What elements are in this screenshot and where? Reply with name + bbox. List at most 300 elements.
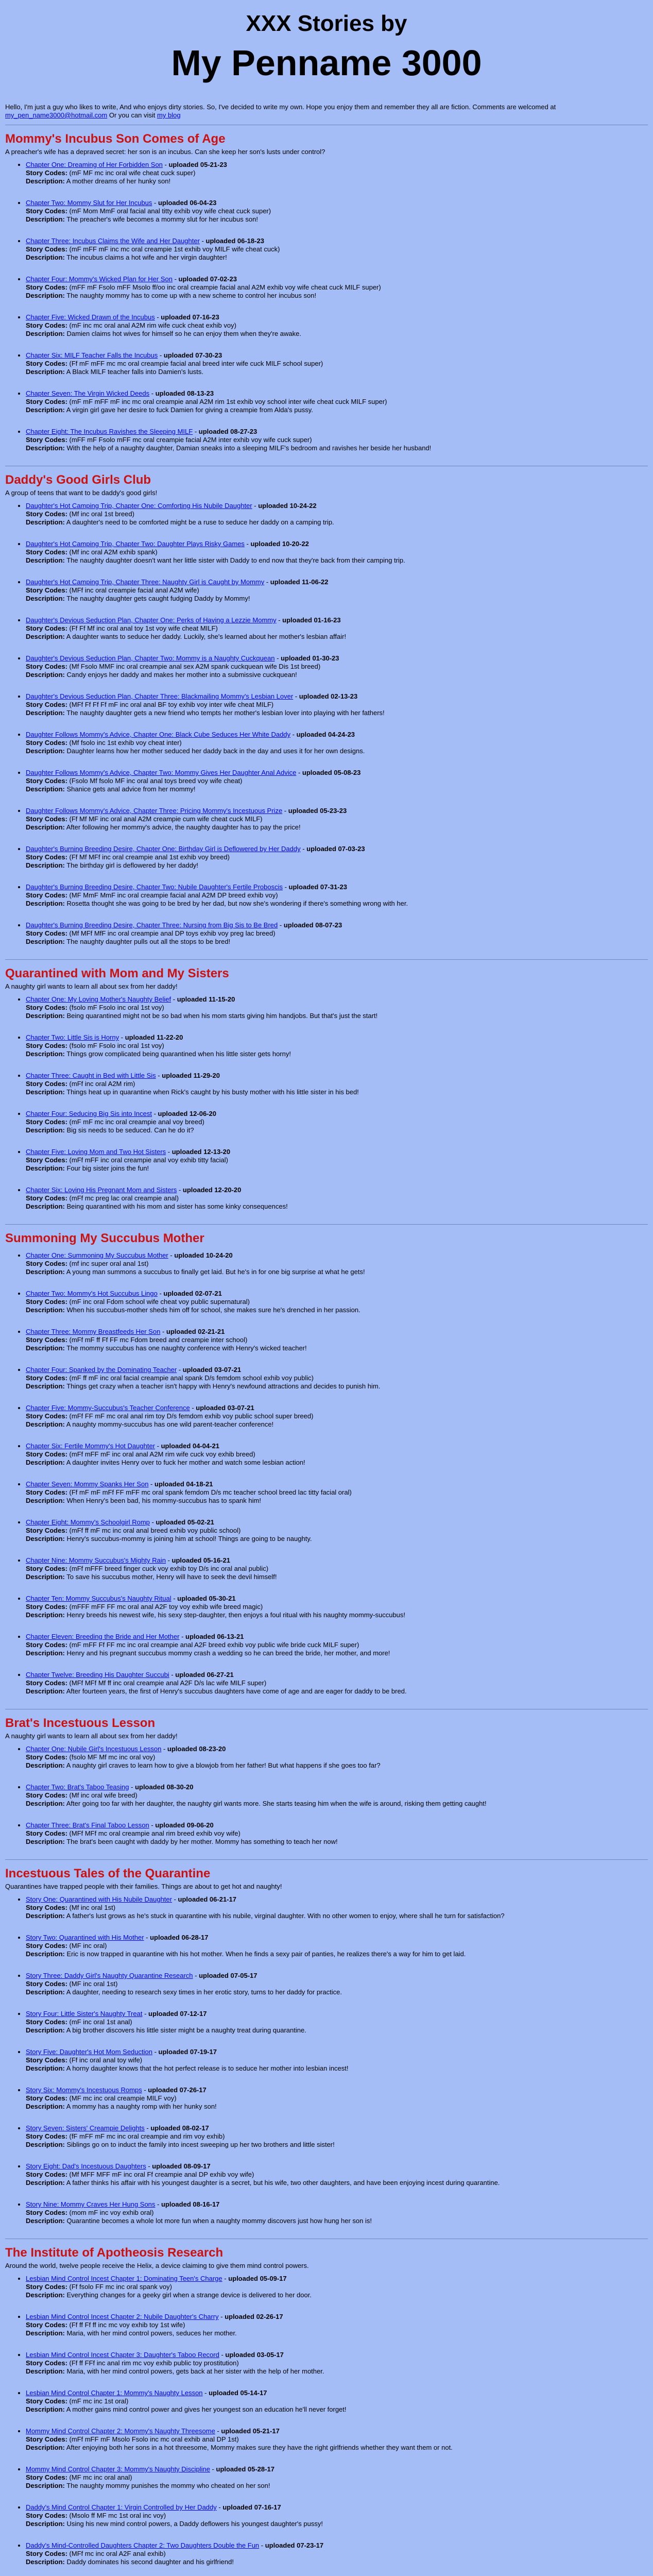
story-link[interactable]: Chapter Eight: Mommy's Schoolgirl Romp: [26, 1518, 150, 1526]
story-link[interactable]: Daughter Follows Mommy's Advice, Chapter One: Black Cube Seduces Her White Daddy: [26, 731, 291, 738]
story-link[interactable]: Story Six: Mommy's Incestuous Romps: [26, 2086, 142, 2094]
upload-date: uploaded 07-30-23: [163, 351, 222, 359]
story-item: • Chapter Four: Seducing Big Sis into Incest - uploaded 12-06-20 Story Codes: (mF mF mc inc oral creampie anal voy breed) Description: Big sis needs to be seduced. Can he do it?: [26, 1110, 648, 1134]
description-label: Description:: [26, 2367, 65, 2375]
story-item: • Chapter Two: Little Sis is Horny - uploaded 11-22-20 Story Codes: (fsolo mF Fsolo inc oral 1st voy) Description: Things grow complicated being quarantined when his little sister gets horny!: [26, 1033, 648, 1058]
story-link[interactable]: Chapter Eleven: Breeding the Bride and Her Mother: [26, 1633, 180, 1640]
story-item: • Lesbian Mind Control Incest Chapter 2: Nubile Daughter's Charry - uploaded 02-26-17 Story Codes: (Ff ff Ff ff inc mc voy exhib toy 1st wife) Description: Maria, with her mind control powers, seduces her mother.: [26, 2313, 648, 2337]
story-link[interactable]: Daughter's Burning Breeding Desire, Chapter Three: Nursing from Big Sis to Be Bred: [26, 921, 278, 929]
story-item: • Daughter's Devious Seduction Plan, Chapter One: Perks of Having a Lezzie Mommy - uploaded 01-16-23 Story Codes: (Ff Ff Mf inc oral anal toy 1st voy wife cheat MILF) Description: A daughter wants to seduce her daddy. Luckily, she's learned about her mother's lesbian affair!: [26, 616, 648, 641]
story-description: The incubus claims a hot wife and her virgin daughter!: [66, 253, 227, 261]
story-codes: (fsolo MF Mf mc inc oral voy): [69, 1753, 156, 1761]
description-label: Description:: [26, 2217, 65, 2225]
story-description: The naughty mommy punishes the mommy who cheated on her son!: [66, 2482, 270, 2489]
story-codes: (Msolo ff MF mc 1st oral inc voy): [69, 2512, 166, 2519]
story-link[interactable]: Chapter Three: Incubus Claims the Wife and Her Daughter: [26, 237, 200, 245]
description-label: Description:: [26, 1838, 65, 1845]
story-codes: (Ff Mf MFf inc oral creampie anal 1st exhib voy breed): [69, 853, 230, 861]
story-link[interactable]: Mommy Mind Control Chapter 2: Mommy's Naughty Threesome: [26, 2427, 215, 2435]
description-label: Description:: [26, 1497, 65, 1504]
story-link[interactable]: Chapter One: Nubile Girl's Incestuous Lesson: [26, 1745, 162, 1753]
story-codes: (MFf inc oral creampie facial anal A2M wife): [69, 586, 199, 594]
codes-label: Story Codes:: [26, 2094, 67, 2102]
story-link[interactable]: Chapter Seven: Mommy Spanks Her Son: [26, 1480, 149, 1488]
story-link[interactable]: Mommy Mind Control Chapter 3: Mommy's Naughty Discipline: [26, 2465, 210, 2473]
upload-date: uploaded 11-29-20: [162, 1072, 220, 1079]
codes-label: Story Codes:: [26, 1336, 67, 1344]
series-title: The Institute of Apotheosis Research: [5, 2246, 224, 2260]
upload-date: uploaded 12-20-20: [182, 1186, 242, 1194]
story-description: A virgin girl gave her desire to fuck Damien for giving a creampie from Alda's pussy.: [66, 406, 313, 414]
upload-date: uploaded 11-22-20: [125, 1033, 183, 1041]
description-label: Description:: [26, 215, 65, 223]
story-description: After enjoying both her sons in a hot threesome, Mommy makes sure they have the right girlfriends whether they want them or not.: [66, 2444, 453, 2451]
story-codes: (mFf mFFF breed finger cuck voy exhib toy D/s inc oral anal public): [69, 1565, 269, 1572]
story-codes: (mF mFF mF inc mc oral creampie 1st exhib voy MILF wife cheat cuck): [69, 245, 280, 253]
upload-date: uploaded 03-07-21: [182, 1366, 242, 1374]
codes-label: Story Codes:: [26, 2550, 67, 2557]
codes-label: Story Codes:: [26, 1118, 67, 1126]
story-item: • Chapter Five: Loving Mom and Two Hot Sisters - uploaded 12-13-20 Story Codes: (mFf mFF inc oral creampie anal voy exhib titty facial) Description: Four big sister joins the fun!: [26, 1148, 648, 1173]
story-codes: (mF inc oral Fdom school wife cheat voy public supernatural): [69, 1298, 250, 1306]
upload-date: uploaded 11-15-20: [177, 995, 235, 1003]
upload-date: uploaded 05-23-23: [288, 807, 347, 815]
upload-date: uploaded 08-13-23: [155, 389, 214, 397]
story-codes: (mFf ff mF mc inc oral anal breed exhib voy public school): [69, 1527, 241, 1534]
story-codes: (mF mF mc inc oral creampie anal voy breed): [69, 1118, 204, 1126]
story-item: • Story Eight: Dad's Incestuous Daughters - uploaded 08-09-17 Story Codes: (Mf MFF MFF mF inc oral Ff creampie anal DP exhib voy wife) Description: A father thinks his affair with his youngest daughter is a secret, but his wife, two other daughters, and have been enjoying incest during quarantine.: [26, 2162, 648, 2187]
description-label: Description:: [26, 556, 65, 564]
story-item: • Chapter Six: Loving His Pregnant Mom and Sisters - uploaded 12-20-20 Story Codes: (mFf mc preg lac oral creampie anal) Description: Being quarantined with his mom and sister has some kinky consequences!: [26, 1186, 648, 1211]
codes-label: Story Codes:: [26, 1641, 67, 1649]
series-title: Mommy's Incubus Son Comes of Age: [5, 132, 226, 146]
story-codes: (mFf inc oral A2M rim): [69, 1080, 135, 1088]
codes-label: Story Codes:: [26, 2512, 67, 2519]
story-link[interactable]: Daughter's Hot Camping Trip, Chapter Three: Naughty Girl is Caught by Mommy: [26, 578, 265, 586]
upload-date: uploaded 07-23-17: [265, 2541, 324, 2549]
story-link[interactable]: Lesbian Mind Control Incest Chapter 3: Daughter's Taboo Record: [26, 2351, 219, 2359]
description-label: Description:: [26, 1611, 65, 1619]
story-description: Quarantine becomes a whole lot more fun when a naughty mommy discovers just how hung her son is!: [66, 2217, 372, 2225]
codes-label: Story Codes:: [26, 1527, 67, 1534]
description-label: Description:: [26, 1800, 65, 1807]
blog-link[interactable]: my blog: [157, 111, 181, 119]
story-link[interactable]: Chapter Six: MILF Teacher Falls the Incubus: [26, 351, 158, 359]
story-description: The naughty daughter gets caught fudging Daddy by Mommy!: [66, 595, 250, 602]
upload-date: uploaded 08-27-23: [198, 428, 257, 435]
upload-date: uploaded 04-18-21: [154, 1480, 213, 1488]
story-link[interactable]: Chapter Ten: Mommy Succubus's Naughty Ritual: [26, 1595, 171, 1602]
codes-label: Story Codes:: [26, 1565, 67, 1572]
upload-date: uploaded 06-28-17: [150, 1934, 209, 1941]
description-label: Description:: [26, 2179, 65, 2187]
description-label: Description:: [26, 1050, 65, 1058]
codes-label: Story Codes:: [26, 436, 67, 444]
story-link[interactable]: Chapter Two: Little Sis is Horny: [26, 1033, 119, 1041]
codes-label: Story Codes:: [26, 815, 67, 823]
story-description: Using his new mind control powers, a Daddy deflowers his youngest daughter's pussy!: [66, 2520, 323, 2528]
story-item: • Daughter's Hot Camping Trip, Chapter Three: Naughty Girl is Caught by Mommy - uploaded 11-06-22 Story Codes: (MFf inc oral creampie facial anal A2M wife) Description: The naughty daughter gets caught fudging Daddy by Mommy!: [26, 578, 648, 603]
codes-label: Story Codes:: [26, 663, 67, 670]
story-link[interactable]: Chapter Two: Brat's Taboo Teasing: [26, 1783, 129, 1791]
description-label: Description:: [26, 253, 65, 261]
story-item: • Chapter One: My Loving Mother's Naughty Belief - uploaded 11-15-20 Story Codes: (fsolo mF Fsolo inc oral 1st voy) Description: Being quarantined might not be so bad when his mom starts giving him handjobs. But that's just the start!: [26, 995, 648, 1020]
codes-label: Story Codes:: [26, 207, 67, 215]
codes-label: Story Codes:: [26, 1980, 67, 1988]
intro-paragraph: [5, 103, 648, 120]
story-link[interactable]: Chapter Nine: Mommy Succubus's Mighty Rain: [26, 1556, 166, 1564]
story-description: A big brother discovers his little sister might be a naughty treat during quarantine.: [66, 2026, 306, 2034]
description-label: Description:: [26, 595, 65, 602]
upload-date: uploaded 03-07-21: [196, 1404, 254, 1412]
story-codes: (mFf mFF mF Msolo Fsolo inc mc oral exhib anal DP 1st): [69, 2435, 239, 2443]
story-codes: (mF inc oral 1st anal): [69, 2018, 132, 2026]
story-link[interactable]: Chapter Three: Caught in Bed with Little Sis: [26, 1072, 156, 1079]
upload-date: uploaded 07-05-17: [199, 1972, 257, 1979]
story-link[interactable]: Story Nine: Mommy Craves Her Hung Sons: [26, 2200, 156, 2208]
codes-label: Story Codes:: [26, 2171, 67, 2178]
story-codes: (Ff Ff Mf inc oral anal toy 1st voy wife cheat MILF): [69, 624, 218, 632]
story-description: Being quarantined with his mom and sister has some kinky consequences!: [66, 1202, 288, 1210]
story-description: A mother dreams of her hunky son!: [66, 177, 171, 185]
story-item: • Chapter Eight: Mommy's Schoolgirl Romp - uploaded 05-02-21 Story Codes: (mFf ff mF mc inc oral anal breed exhib voy public school) Description: Henry's succubus-mommy is joining him at school! Things are going to be naughty.: [26, 1518, 648, 1543]
upload-date: uploaded 08-16-17: [161, 2200, 220, 2208]
story-link[interactable]: Chapter Six: Loving His Pregnant Mom and Sisters: [26, 1186, 177, 1194]
story-item: • Story One: Quarantined with His Nubile Daughter - uploaded 06-21-17 Story Codes: (Mf inc oral 1st) Description: A father's lust grows as he's stuck in quarantine with his nubile, virginal daughter. With no other women to enjoy, where shall he turn for satisfaction?: [26, 1895, 648, 1920]
story-codes: (mFf mFF mF inc oral anal A2M rim wife cuck voy exhib breed): [69, 1450, 255, 1458]
story-description: A father's lust grows as he's stuck in quarantine with his nubile, virginal daughter. With no other women to enjoy, where shall he turn for satisfaction?: [66, 1912, 505, 1920]
story-codes: (fsolo mF Fsolo inc oral 1st voy): [69, 1004, 164, 1011]
story-description: Things grow complicated being quarantined when his little sister gets horny!: [66, 1050, 291, 1058]
story-item: • Chapter Ten: Mommy Succubus's Naughty Ritual - uploaded 05-30-21 Story Codes: (mFFF mFF FF mc oral anal A2F toy voy exhib wife breed magic) Description: Henry breeds his newest wife, his sexy step-daughter, then enjoys a foul ritual with his naughty mommy-succubus!: [26, 1595, 648, 1619]
story-link[interactable]: Chapter Seven: The Virgin Wicked Deeds: [26, 389, 150, 397]
description-label: Description:: [26, 938, 65, 945]
story-codes: (Ff mF mFF mc mc oral creampie facial anal breed inter wife cuck MILF school super): [69, 360, 323, 367]
story-item: • Mommy Mind Control Chapter 3: Mommy's Naughty Discipline - uploaded 05-28-17 Story Codes: (MF mc inc oral anal) Description: The naughty mommy punishes the mommy who cheated on her son!: [26, 2465, 648, 2490]
upload-date: uploaded 06-04-23: [158, 199, 217, 207]
story-link[interactable]: Chapter Four: Spanked by the Dominating Teacher: [26, 1366, 177, 1374]
upload-date: uploaded 02-13-23: [299, 692, 358, 700]
story-item: • Chapter Three: Brat's Final Taboo Lesson - uploaded 09-06-20 Story Codes: (MFf MFf mc oral creampie anal rim breed exhib voy wife) Description: The brat's been caught with daddy by her mother. Mommy has something to teach her now!: [26, 1821, 648, 1846]
description-label: Description:: [26, 900, 65, 907]
story-description: Candy enjoys her daddy and makes her mother into a submissive cuckquean!: [66, 671, 297, 679]
story-item: • Chapter Three: Caught in Bed with Little Sis - uploaded 11-29-20 Story Codes: (mFf inc oral A2M rim) Description: Things heat up in quarantine when Rick's caught by his busty mother with his little sister in his bed!: [26, 1072, 648, 1096]
codes-label: Story Codes:: [26, 2321, 67, 2329]
story-codes: (mf inc super oral anal 1st): [69, 1260, 149, 1267]
story-item: • Chapter One: Nubile Girl's Incestuous Lesson - uploaded 08-23-20 Story Codes: (fsolo MF Mf mc inc oral voy) Description: A naughty girl craves to learn how to give a blowjob from her father! But what happens if she goes too far?: [26, 1745, 648, 1770]
story-description: The preacher's wife becomes a mommy slut for her incubus son!: [66, 215, 258, 223]
story-description: A naughty girl craves to learn how to give a blowjob from her father! But what happens if she goes too far?: [66, 1761, 381, 1769]
story-item: • Chapter Six: MILF Teacher Falls the Incubus - uploaded 07-30-23 Story Codes: (Ff mF mFF mc mc oral creampie facial anal breed inter wife cuck MILF school super) Description: A Black MILF teacher falls into Damien's lusts.: [26, 351, 648, 376]
codes-label: Story Codes:: [26, 1942, 67, 1950]
story-description: When his succubus-mother sheds him off for school, she makes sure he's drenched in her passion.: [66, 1306, 360, 1314]
story-codes: (mom mF inc voy exhib oral): [69, 2209, 154, 2216]
story-link[interactable]: Daddy's Mind Control Chapter 1: Virgin Controlled by Her Daddy: [26, 2503, 217, 2511]
story-item: • Chapter Five: Wicked Drawn of the Incubus - uploaded 07-16-23 Story Codes: (mF inc mc oral anal A2M rim wife cuck cheat exhib voy) Description: Damien claims hot wives for himself so he can enjoy them when they're awake.: [26, 313, 648, 338]
story-description: The birthday girl is deflowered by her daddy!: [66, 861, 199, 869]
upload-date: uploaded 08-02-17: [150, 2124, 209, 2132]
story-link[interactable]: Story Three: Daddy Girl's Naughty Quarantine Research: [26, 1972, 193, 1979]
story-link[interactable]: Chapter Four: Mommy's Wicked Plan for Her Son: [26, 275, 173, 283]
story-link[interactable]: Chapter Five: Wicked Drawn of the Incubus: [26, 313, 155, 321]
description-label: Description:: [26, 1573, 65, 1581]
series-title: Daddy's Good Girls Club: [5, 473, 151, 487]
upload-date: uploaded 01-30-23: [281, 654, 339, 662]
story-link[interactable]: Daughter's Burning Breeding Desire, Chapter One: Birthday Girl is Deflowered by Her Daddy: [26, 845, 301, 853]
story-link[interactable]: Chapter Two: Mommy's Hot Succubus Lingo: [26, 1290, 158, 1297]
upload-date: uploaded 10-24-22: [258, 502, 317, 510]
codes-label: Story Codes:: [26, 701, 67, 708]
story-link[interactable]: Daughter's Burning Breeding Desire, Chapter Two: Nubile Daughter's Fertile Proboscis: [26, 883, 283, 891]
story-item: • Daughter Follows Mommy's Advice, Chapter Two: Mommy Gives Her Daughter Anal Advice - uploaded 05-08-23 Story Codes: (Fsolo Mf fsolo MF inc oral anal toys breed voy wife cheat) Description: Shanice gets anal advice from her mommy!: [26, 769, 648, 793]
series-description: A naughty girl wants to learn all about sex from her daddy!: [5, 1732, 178, 1740]
story-item: • Daughter's Burning Breeding Desire, Chapter One: Birthday Girl is Deflowered by Her Daddy - uploaded 07-03-23 Story Codes: (Ff Mf MFf inc oral creampie anal 1st exhib voy breed) Description: The birthday girl is deflowered by her daddy!: [26, 845, 648, 870]
upload-date: uploaded 05-02-21: [156, 1518, 214, 1526]
story-link[interactable]: Story Five: Daughter's Hot Mom Seduction: [26, 2048, 152, 2056]
story-item: • Chapter Four: Spanked by the Dominating Teacher - uploaded 03-07-21 Story Codes: (mF ff mF inc oral facial creampie anal spank D/s femdom school exhib voy public) Description: Things get crazy when a teacher isn't happy with Henry's newfound attractions and decides to punish him.: [26, 1366, 648, 1391]
story-description: The naughty daughter gets a new friend who tempts her mother's lesbian lover into playing with her fathers!: [66, 709, 385, 717]
story-item: • Lesbian Mind Control Chapter 1: Mommy's Naughty Lesson - uploaded 05-14-17 Story Codes: (mF mc inc 1st oral) Description: A mother gains mind control power and gives her youngest son an education he'll never forget!: [26, 2389, 648, 2414]
story-description: After fourteen years, the first of Henry's succubus daughters have come of age and are eager for daddy to be bred.: [66, 1687, 407, 1695]
story-item: • Daddy's Mind Control Chapter 1: Virgin Controlled by Her Daddy - uploaded 07-16-17 Story Codes: (Msolo ff MF mc 1st oral inc voy) Description: Using his new mind control powers, a Daddy deflowers his youngest daughter's pussy!: [26, 2503, 648, 2528]
upload-date: uploaded 05-14-17: [209, 2389, 267, 2397]
story-description: A young man summons a succubus to finally get laid. But he's in for one big surprise at what he gets!: [66, 1268, 365, 1276]
description-label: Description:: [26, 1164, 65, 1172]
upload-date: uploaded 09-06-20: [155, 1821, 214, 1829]
story-item: • Chapter Four: Mommy's Wicked Plan for Her Son - uploaded 07-02-23 Story Codes: (mFF mF Fsolo mFF Msolo ff/oo inc oral creampie facial anal A2M exhib voy wife cheat cuck MILF super) Description: The naughty mommy has to come up with a new scheme to control her incubus son!: [26, 275, 648, 300]
description-label: Description:: [26, 2444, 65, 2451]
story-item: • Chapter Two: Mommy Slut for Her Incubus - uploaded 06-04-23 Story Codes: (mF Mom MmF oral facial anal titty exhib voy wife cheat cuck super) Description: The preacher's wife becomes a mommy slut for her incubus son!: [26, 199, 648, 224]
story-link[interactable]: Lesbian Mind Control Chapter 1: Mommy's Naughty Lesson: [26, 2389, 203, 2397]
story-codes: (MF inc oral): [69, 1942, 107, 1950]
story-description: The mommy succubus has one naughty conference with Henry's wicked teacher!: [66, 1344, 307, 1352]
series-list: [5, 125, 648, 2576]
story-codes: (Ff fsolo FF mc inc oral spank voy): [69, 2283, 172, 2291]
story-description: Maria, with her mind control powers, seduces her mother.: [66, 2329, 237, 2337]
description-label: Description:: [26, 1649, 65, 1657]
codes-label: Story Codes:: [26, 1004, 67, 1011]
story-item: • Daughter's Devious Seduction Plan, Chapter Two: Mommy is a Naughty Cuckquean - uploaded 01-30-23 Story Codes: (Mf Fsolo MMF inc oral creampie anal sex A2M spank cuckquean wife Dis 1st breed) Description: Candy enjoys her daddy and makes her mother into a submissive cuckquean!: [26, 654, 648, 679]
story-codes: (mFf mc preg lac oral creampie anal): [69, 1194, 179, 1202]
codes-label: Story Codes:: [26, 777, 67, 785]
description-label: Description:: [26, 2103, 65, 2110]
story-codes: (MFf MFf Mf ff inc oral creampie anal A2F D/s lac wife MILF super): [69, 1679, 267, 1687]
story-description: The naughty daughter pulls out all the stops to be bred!: [66, 938, 231, 945]
story-list: [5, 161, 648, 452]
upload-date: uploaded 08-30-20: [135, 1783, 194, 1791]
upload-date: uploaded 08-07-23: [283, 921, 342, 929]
story-link[interactable]: Story Seven: Sisters' Creampie Delights: [26, 2124, 145, 2132]
codes-label: Story Codes:: [26, 1791, 67, 1799]
series-title: Brat's Incestuous Lesson: [5, 1716, 156, 1730]
story-codes: (Mf inc oral A2M exhib spank): [69, 548, 158, 556]
codes-label: Story Codes:: [26, 245, 67, 253]
story-item: • Daughter's Burning Breeding Desire, Chapter Two: Nubile Daughter's Fertile Proboscis - uploaded 07-31-23 Story Codes: (MF MmF MmF inc oral creampie facial anal A2M DP breed exhib voy) Description: Rosetta thought she was going to be bred by her dad, but now she's wondering if there's something wrong with her.: [26, 883, 648, 908]
story-link[interactable]: Daughter's Devious Seduction Plan, Chapter Two: Mommy is a Naughty Cuckquean: [26, 654, 275, 662]
story-description: Rosetta thought she was going to be bred by her dad, but now she's wondering if there's something wrong with her.: [66, 900, 408, 907]
codes-label: Story Codes:: [26, 548, 67, 556]
story-description: The naughty mommy has to come up with a new scheme to control her incubus son!: [66, 292, 317, 299]
story-link[interactable]: Daughter's Hot Camping Trip, Chapter Two: Daughter Plays Risky Games: [26, 540, 245, 548]
story-link[interactable]: Chapter Four: Seducing Big Sis into Incest: [26, 1110, 152, 1117]
description-label: Description:: [26, 444, 65, 452]
description-label: Description:: [26, 1459, 65, 1466]
story-item: • Chapter Three: Incubus Claims the Wife and Her Daughter - uploaded 06-18-23 Story Codes: (mF mFF mF inc mc oral creampie 1st exhib voy MILF wife cheat cuck) Description: The incubus claims a hot wife and her virgin daughter!: [26, 237, 648, 262]
upload-date: uploaded 12-13-20: [171, 1148, 231, 1156]
email-link[interactable]: my_pen_name3000@hotmail.com: [5, 111, 108, 119]
story-codes: (Ff Mf MF inc oral anal A2M creampie cum wife cheat cuck MILF): [69, 815, 263, 823]
story-link[interactable]: Chapter Eight: The Incubus Ravishes the Sleeping MILF: [26, 428, 193, 435]
description-label: Description:: [26, 1268, 65, 1276]
codes-label: Story Codes:: [26, 586, 67, 594]
upload-date: uploaded 07-19-17: [158, 2048, 217, 2056]
story-item: • Chapter Two: Mommy's Hot Succubus Lingo - uploaded 02-07-21 Story Codes: (mF inc oral Fdom school wife cheat voy public supernatural) Description: When his succubus-mother sheds him off for school, she makes sure he's drenched in her passion.: [26, 1290, 648, 1314]
story-link[interactable]: Lesbian Mind Control Incest Chapter 1: Dominating Teen's Charge: [26, 2275, 222, 2282]
story-codes: (mFf FF mF mc oral anal rim toy D/s femdom exhib voy public school super breed): [69, 1412, 314, 1420]
upload-date: uploaded 05-08-23: [302, 769, 361, 776]
codes-label: Story Codes:: [26, 1679, 67, 1687]
story-description: Daddy dominates his second daughter and his girlfriend!: [66, 2558, 234, 2566]
story-link[interactable]: Story Two: Quarantined with His Mother: [26, 1934, 144, 1941]
description-label: Description:: [26, 709, 65, 717]
codes-label: Story Codes:: [26, 2359, 67, 2367]
story-item: • Chapter Two: Brat's Taboo Teasing - uploaded 08-30-20 Story Codes: (Mf inc oral wife breed) Description: After going too far with her daughter, the naughty girl wants more. She starts teasing him when the wife is around, risking them getting caught!: [26, 1783, 648, 1808]
upload-date: uploaded 05-28-17: [216, 2465, 274, 2473]
story-link[interactable]: Daddy's Mind-Controlled Daughters Chapter 2: Two Daughters Double the Fun: [26, 2541, 260, 2549]
story-codes: (mFf mFF inc oral creampie anal voy exhib titty facial): [69, 1156, 229, 1164]
description-label: Description:: [26, 406, 65, 414]
description-label: Description:: [26, 747, 65, 755]
description-label: Description:: [26, 2558, 65, 2566]
story-list: [5, 2275, 648, 2576]
codes-label: Story Codes:: [26, 2132, 67, 2140]
story-codes: (mF mc inc 1st oral): [69, 2397, 129, 2405]
upload-date: uploaded 08-09-17: [152, 2162, 211, 2170]
description-label: Description:: [26, 292, 65, 299]
story-item: • Mommy Mind Control Chapter 2: Mommy's Naughty Threesome - uploaded 05-21-17 Story Codes: (mFf mFF mF Msolo Fsolo inc mc oral exhib anal DP 1st) Description: After enjoying both her sons in a hot threesome, Mommy makes sure they have the right girlfriends whether they want them or not.: [26, 2427, 648, 2452]
page-title: XXX Stories by: [246, 11, 407, 36]
codes-label: Story Codes:: [26, 1194, 67, 1202]
story-link[interactable]: Chapter Three: Brat's Final Taboo Lesson: [26, 1821, 149, 1829]
story-item: • Lesbian Mind Control Incest Chapter 3: Daughter's Taboo Record - uploaded 03-05-17 Story Codes: (Ff ff FFf inc anal rim mc voy exhib public toy prostitution) Description: Maria, with her mind control powers, gets back at her sister with the help of her mother.: [26, 2351, 648, 2376]
story-item: • Chapter Twelve: Breeding His Daughter Succubi - uploaded 06-27-21 Story Codes: (MFf MFf Mf ff inc oral creampie anal A2F D/s lac wife MILF super) Description: After fourteen years, the first of Henry's succubus daughters have come of age and are eager for daddy to be bred.: [26, 1671, 648, 1696]
series-description: A group of teens that want to be daddy's good girls!: [5, 489, 158, 497]
upload-date: uploaded 03-05-17: [225, 2351, 284, 2359]
story-description: Maria, with her mind control powers, gets back at her sister with the help of her mother.: [66, 2367, 324, 2375]
upload-date: uploaded 07-16-23: [161, 313, 219, 321]
story-codes: (MFf mc inc oral A2F anal exhib): [69, 2550, 166, 2557]
upload-date: uploaded 07-31-23: [288, 883, 347, 891]
codes-label: Story Codes:: [26, 1450, 67, 1458]
story-codes: (mFf mF ff Ff FF mc Fdom breed and creampie inter school): [69, 1336, 248, 1344]
description-label: Description:: [26, 1687, 65, 1695]
story-link[interactable]: Chapter Five: Loving Mom and Two Hot Sisters: [26, 1148, 166, 1156]
codes-label: Story Codes:: [26, 283, 67, 291]
story-link[interactable]: Daughter Follows Mommy's Advice, Chapter Two: Mommy Gives Her Daughter Anal Advice: [26, 769, 297, 776]
story-item: • Daughter Follows Mommy's Advice, Chapter Three: Pricing Mommy's Incestuous Prize - uploaded 05-23-23 Story Codes: (Ff Mf MF inc oral anal A2M creampie cum wife cheat cuck MILF) Description: After following her mommy's advice, the naughty daughter has to pay the price!: [26, 807, 648, 832]
story-link[interactable]: Daughter's Hot Camping Trip, Chapter One: Comforting His Nubile Daughter: [26, 502, 252, 510]
story-codes: (Fsolo Mf fsolo MF inc oral anal toys breed voy wife cheat): [69, 777, 243, 785]
story-item: • Daughter's Burning Breeding Desire, Chapter Three: Nursing from Big Sis to Be Bred - uploaded 08-07-23 Story Codes: (Mf MFf MfF inc oral creampie anal DP toys exhib voy preg lac breed) Description: The naughty daughter pulls out all the stops to be bred!: [26, 921, 648, 946]
story-item: • Chapter Eight: The Incubus Ravishes the Sleeping MILF - uploaded 08-27-23 Story Codes: (mFF mF Fsolo mFF mc oral creampie facial A2M inter exhib voy wife cuck super) Description: With the help of a naughty daughter, Damian sneaks into a sleeping MILF's bedroom and ravishes her beside her husband!: [26, 428, 648, 452]
story-item: • Daughter's Hot Camping Trip, Chapter One: Comforting His Nubile Daughter - uploaded 10-24-22 Story Codes: (Mf inc oral 1st breed) Description: A daughter's need to be comforted might be a ruse to seduce her daddy on a camping trip.: [26, 502, 648, 527]
story-link[interactable]: Story Four: Little Sister's Naughty Treat: [26, 2010, 143, 2018]
story-codes: (mFF mF Fsolo mFF Msolo ff/oo inc oral creampie facial anal A2M exhib voy wife cheat cuck MILF super): [69, 283, 381, 291]
upload-date: uploaded 04-04-21: [161, 1442, 220, 1450]
story-link[interactable]: Story Eight: Dad's Incestuous Daughters: [26, 2162, 146, 2170]
story-codes: (fF mFF mF mc inc oral creampie and rim voy exhib): [69, 2132, 225, 2140]
story-description: Shanice gets anal advice from her mommy!: [66, 785, 196, 793]
story-link[interactable]: Story One: Quarantined with His Nubile Daughter: [26, 1895, 172, 1903]
story-link[interactable]: Chapter Five: Mommy-Succubus's Teacher Conference: [26, 1404, 190, 1412]
intro-or-text: Or you can visit: [109, 111, 156, 119]
codes-label: Story Codes:: [26, 169, 67, 177]
story-link[interactable]: Chapter Two: Mommy Slut for Her Incubus: [26, 199, 152, 207]
series-description: Quarantines have trapped people with their families. Things are about to get hot and naughty!: [5, 1883, 282, 1890]
story-link[interactable]: Chapter Three: Mommy Breastfeeds Her Son: [26, 1328, 161, 1335]
story-link[interactable]: Chapter One: Dreaming of Her Forbidden Son: [26, 161, 163, 168]
story-description: Damien claims hot wives for himself so he can enjoy them when they're awake.: [66, 330, 301, 337]
story-link[interactable]: Chapter One: Summoning My Succubus Mother: [26, 1251, 168, 1259]
story-codes: (MF inc oral 1st): [69, 1980, 118, 1988]
story-codes: (fsolo mF Fsolo inc oral 1st voy): [69, 1042, 164, 1049]
story-link[interactable]: Daughter's Devious Seduction Plan, Chapter Three: Blackmailing Mommy's Lesbian Lover: [26, 692, 294, 700]
upload-date: uploaded 02-26-17: [225, 2313, 283, 2320]
story-item: • Story Four: Little Sister's Naughty Treat - uploaded 07-12-17 Story Codes: (mF inc oral 1st anal) Description: A big brother discovers his little sister might be a naughty treat during quarantine.: [26, 2010, 648, 2035]
codes-label: Story Codes:: [26, 360, 67, 367]
story-description: Henry breeds his newest wife, his sexy step-daughter, then enjoys a foul ritual with his naughty mommy-succubus!: [66, 1611, 406, 1619]
upload-date: uploaded 07-12-17: [148, 2010, 207, 2018]
description-label: Description:: [26, 823, 65, 831]
description-label: Description:: [26, 1761, 65, 1769]
story-item: • Story Seven: Sisters' Creampie Delights - uploaded 08-02-17 Story Codes: (fF mFF mF mc inc oral creampie and rim voy exhib) Description: Siblings go on to induct the family into incest sweeping up her two brothers and little sister!: [26, 2124, 648, 2149]
story-description: A naughty mommy-succubus has one wild parent-teacher conference!: [66, 1420, 274, 1428]
story-codes: (Mf MFf MfF inc oral creampie anal DP toys exhib voy preg lac breed): [69, 929, 276, 937]
description-label: Description:: [26, 2329, 65, 2337]
story-codes: (Ff inc oral anal toy wife): [69, 2056, 143, 2064]
story-link[interactable]: Chapter Six: Fertile Mommy's Hot Daughter: [26, 1442, 156, 1450]
description-label: Description:: [26, 1344, 65, 1352]
codes-label: Story Codes:: [26, 2473, 67, 2481]
story-link[interactable]: Daughter Follows Mommy's Advice, Chapter Three: Pricing Mommy's Incestuous Prize: [26, 807, 283, 815]
story-link[interactable]: Lesbian Mind Control Incest Chapter 2: Nubile Daughter's Charry: [26, 2313, 219, 2320]
story-link[interactable]: Chapter One: My Loving Mother's Naughty Belief: [26, 995, 171, 1003]
description-label: Description:: [26, 177, 65, 185]
description-label: Description:: [26, 2482, 65, 2489]
upload-date: uploaded 06-21-17: [178, 1895, 236, 1903]
story-item: • Chapter Five: Mommy-Succubus's Teacher Conference - uploaded 03-07-21 Story Codes: (mFf FF mF mc oral anal rim toy D/s femdom exhib voy public school super breed) Description: A naughty mommy-succubus has one wild parent-teacher conference!: [26, 1404, 648, 1429]
story-description: Everything changes for a geeky girl when a strange device is delivered to her door.: [66, 2291, 312, 2299]
story-codes: (mF Mom MmF oral facial anal titty exhib voy wife cheat cuck super): [69, 207, 271, 215]
codes-label: Story Codes:: [26, 1603, 67, 1611]
story-link[interactable]: Daughter's Devious Seduction Plan, Chapter One: Perks of Having a Lezzie Mommy: [26, 616, 277, 624]
description-label: Description:: [26, 671, 65, 679]
upload-date: uploaded 02-07-21: [163, 1290, 222, 1297]
story-codes: (mF mFF Ff FF mc inc oral creampie anal A2F breed exhib voy public wife bride cuck MILF super): [69, 1641, 359, 1649]
story-description: A daughter wants to seduce her daddy. Luckily, she's learned about her mother's lesbian affair!: [66, 633, 347, 640]
story-link[interactable]: Chapter Twelve: Breeding His Daughter Succubi: [26, 1671, 169, 1679]
divider: [5, 959, 648, 960]
story-codes: (MF mc inc oral anal): [69, 2473, 132, 2481]
story-description: To save his succubus mother, Henry will have to seek the devil himself!: [66, 1573, 277, 1581]
upload-date: uploaded 07-03-23: [306, 845, 365, 853]
story-list: [5, 995, 648, 1211]
story-list: [5, 1745, 648, 1846]
series-title: Summoning My Succubus Mother: [5, 1231, 204, 1245]
description-label: Description:: [26, 1535, 65, 1543]
description-label: Description:: [26, 1988, 65, 1996]
upload-date: uploaded 06-18-23: [205, 237, 264, 245]
